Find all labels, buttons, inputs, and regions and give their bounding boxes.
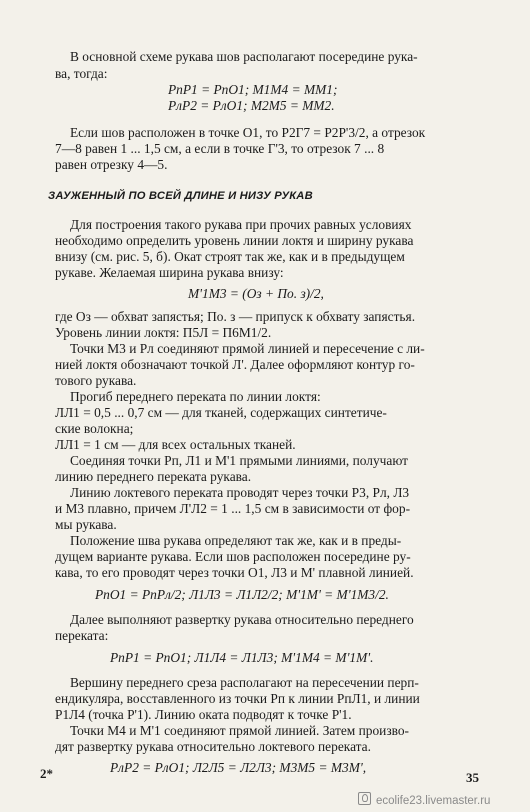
text-line: Далее выполняют развертку рукава относительно переднего	[70, 612, 414, 627]
text-line: ЛЛ1 = 0,5 ... 0,7 см — для тканей, содержащих синтетиче-	[55, 405, 387, 420]
page-number: 35	[466, 770, 479, 785]
text-line: переката:	[55, 628, 109, 643]
text-line: В основной схеме рукава шов располагают посередине рука-	[70, 49, 418, 64]
signature-mark: 2*	[40, 766, 53, 781]
formula-line: РпО1 = РпРл/2; Л1Л3 = Л1Л2/2; М'1М' = М'1М3/2.	[95, 587, 389, 602]
text-line: Р1Л4 (точка Р'1). Линию оката подводят к точке Р'1.	[55, 707, 352, 722]
text-line: Прогиб переднего переката по линии локтя:	[70, 389, 321, 404]
text-line: дущем варианте рукава. Если шов расположен посередине ру-	[55, 549, 411, 564]
text-line: мы рукава.	[55, 517, 117, 532]
text-line: где Оз — обхват запястья; По. з — припуск к обхвату запястья.	[55, 309, 416, 324]
text-line: ские волокна;	[55, 421, 134, 436]
text-line: ендикуляра, восставленного из точки Рп к линии РпЛ1, и линии	[55, 691, 420, 706]
section-heading: ЗАУЖЕННЫЙ ПО ВСЕЙ ДЛИНЕ И НИЗУ РУКАВ	[48, 190, 313, 202]
formula-line: РлР2 = РлО1; М2М5 = ММ2.	[168, 98, 335, 113]
text-line: дят развертку рукава относительно локтевого переката.	[55, 739, 371, 754]
text-line: внизу (см. рис. 5, б). Окат строят так же, как и в предыдущем	[55, 249, 405, 264]
text-line: нией локтя обозначают точкой Л'. Далее оформляют контур го-	[55, 357, 415, 372]
livemaster-logo-icon	[358, 792, 371, 805]
text-line: Уровень линии локтя: П5Л = П6М1/2.	[55, 325, 272, 340]
text-line: Для построения такого рукава при прочих равных условиях	[70, 217, 412, 232]
text-line: 7—8 равен 1 ... 1,5 см, а если в точке Г'3, то отрезок 7 ... 8	[55, 141, 385, 156]
text-line: Вершину переднего среза располагают на пересечении перп-	[70, 675, 419, 690]
text-line: Положение шва рукава определяют так же, как и в преды-	[70, 533, 402, 548]
text-line: Точки М4 и М'1 соединяют прямой линией. Затем произво-	[70, 723, 410, 738]
text-line: ЛЛ1 = 1 см — для всех остальных тканей.	[55, 437, 296, 452]
formula-line: РпР1 = РпО1; Л1Л4 = Л1Л3; М'1М4 = М'1М'.	[110, 650, 374, 665]
watermark-text: ecolife23.livemaster.ru	[376, 795, 491, 807]
text-line: тового рукава.	[55, 373, 137, 388]
formula-line: М'1М3 = (Оз + По. з)/2,	[188, 286, 324, 301]
formula-line: РпР1 = РпО1; М1М4 = ММ1;	[168, 82, 338, 97]
text-line: и М3 плавно, причем Л'Л2 = 1 ... 1,5 см в зависимости от фор-	[55, 501, 411, 516]
text-line: Линию локтевого переката проводят через точки Р3, Рл, Л3	[70, 485, 410, 500]
text-line: ва, тогда:	[55, 66, 108, 81]
text-line: Соединяя точки Рп, Л1 и М'1 прямыми линиями, получают	[70, 453, 409, 468]
text-line: Точки М3 и Рл соединяют прямой линией и пересечение с ли-	[70, 341, 425, 356]
text-line: необходимо определить уровень линии локтя и ширину рукава	[55, 233, 414, 248]
text-line: линию переднего переката рукава.	[55, 469, 252, 484]
watermark	[358, 792, 490, 809]
text-line: Если шов расположен в точке О1, то Р2Г7 = Р2Р'3/2, а отрезок	[70, 125, 426, 140]
text-line: кава, то его проводят через точки О1, Л3 и М' плавной линией.	[55, 565, 414, 580]
text-line: равен отрезку 4—5.	[55, 157, 168, 172]
formula-line: РлР2 = РлО1; Л2Л5 = Л2Л3; М3М5 = М3М',	[110, 760, 367, 775]
text-line: рукаве. Желаемая ширина рукава внизу:	[55, 265, 284, 280]
